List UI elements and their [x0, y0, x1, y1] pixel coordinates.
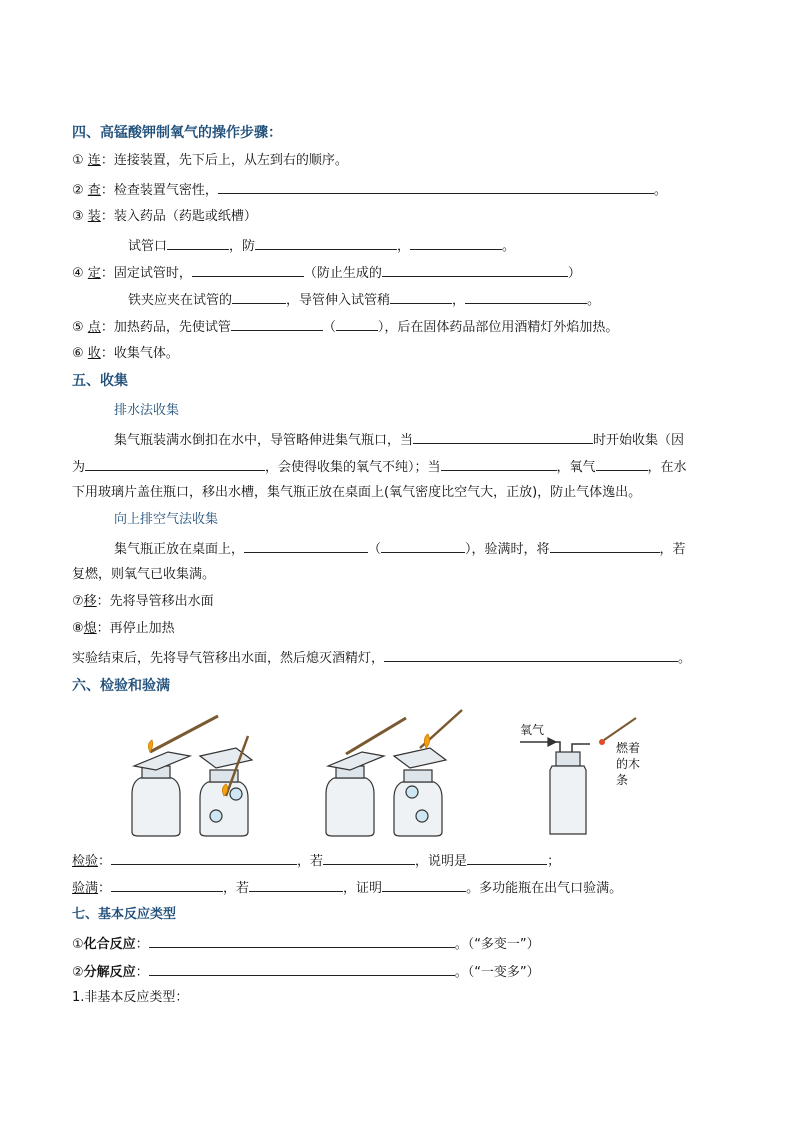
text: ：	[135, 937, 149, 952]
step-2-key: 查	[87, 183, 101, 198]
figure-label-oxygen: 氧气	[520, 723, 545, 737]
text: ，若	[223, 881, 250, 896]
text: （	[368, 542, 382, 557]
full-key: 验满	[72, 881, 99, 896]
text: ：	[135, 965, 149, 980]
step-3-detail	[128, 236, 515, 256]
text: 。（“多变一”）	[454, 937, 540, 952]
blank-field[interactable]	[192, 263, 304, 277]
blank-field[interactable]	[111, 851, 297, 865]
r1-num: ①	[72, 937, 84, 952]
figure-label-burning-2: 的木	[616, 757, 641, 771]
text: ，若	[659, 542, 686, 557]
blank-field[interactable]	[149, 934, 455, 948]
text: 集气瓶装满水倒扣在水中，导管略伸进集气瓶口，当	[114, 433, 414, 448]
blank-field[interactable]	[231, 317, 323, 331]
step-3-text: ：装入药品（药匙或纸槽）	[100, 209, 257, 224]
text: ，防	[229, 239, 256, 254]
section-6-title: 六、检验和验满	[72, 678, 170, 694]
blank-field[interactable]	[167, 236, 229, 250]
step-6-key: 收	[87, 346, 101, 361]
text: ），后在固体药品部位用酒精灯外焰加热。	[377, 320, 619, 335]
step-2-text: ：检查装置气密性，	[100, 183, 218, 198]
water-method-title: 排水法收集	[114, 403, 180, 418]
blank-field[interactable]	[149, 962, 455, 976]
text: ，会使得收集的氧气不纯）；当	[265, 460, 441, 475]
step-3-num: ③	[72, 209, 84, 224]
text: 时开始收集（因	[593, 433, 685, 448]
step-7	[72, 593, 214, 611]
air-line-1	[114, 539, 686, 559]
text: 。多功能瓶在出气口验满。	[466, 881, 623, 896]
text: 为	[72, 460, 86, 475]
text: ，若	[297, 854, 324, 869]
step-3-key: 装	[87, 209, 101, 224]
text: 实验结束后，先将导气管移出水面，然后熄灭酒精灯，	[72, 651, 385, 666]
water-line-2	[72, 457, 687, 477]
text: （防止生成的	[303, 266, 382, 281]
full-check-line	[72, 878, 622, 898]
r2-num: ②	[72, 965, 84, 980]
step-8-num: ⑧	[72, 621, 84, 636]
text: ，说明是	[415, 854, 468, 869]
jar-figure-2	[200, 736, 252, 836]
step-8-text: ：再停止加热	[96, 621, 175, 636]
section-4-title: 四、高锰酸钾制氧气的操作步骤：	[72, 125, 282, 141]
step-4-detail	[128, 290, 600, 310]
step-3	[72, 208, 257, 226]
blank-field[interactable]	[467, 851, 547, 865]
air-line-2: 复燃，则氧气已收集满。	[72, 567, 216, 582]
step-8-key: 熄	[83, 621, 97, 636]
reaction-decomposition	[72, 962, 540, 982]
blank-field[interactable]	[111, 878, 223, 892]
figure-label-burning-3: 条	[616, 773, 629, 787]
section-7-title: 七、基本反应类型	[72, 907, 177, 922]
blank-field[interactable]	[249, 878, 343, 892]
text: ，	[397, 239, 411, 254]
section-5-title: 五、收集	[72, 373, 128, 389]
punct: 。	[653, 183, 667, 198]
blank-field[interactable]	[390, 290, 452, 304]
punct: 。	[502, 239, 516, 254]
text: ：	[98, 881, 112, 896]
blank-field[interactable]	[410, 236, 502, 250]
punct: ；	[547, 854, 561, 869]
text: ，氧气	[556, 460, 596, 475]
reaction-combination	[72, 934, 540, 954]
check-key: 检验	[72, 854, 99, 869]
water-line-3: 下用玻璃片盖住瓶口，移出水槽，集气瓶正放在桌面上(氧气密度比空气大，正放)，防止气体逸出。	[72, 485, 642, 500]
blank-field[interactable]	[465, 290, 587, 304]
text: ，在水	[647, 460, 687, 475]
blank-field[interactable]	[232, 290, 286, 304]
punct: 。	[587, 293, 601, 308]
step-5-key: 点	[87, 320, 101, 335]
step-2	[72, 180, 667, 200]
step-4-num: ④	[72, 266, 84, 281]
blank-field[interactable]	[384, 648, 678, 662]
step-8	[72, 620, 175, 638]
punct: 。	[678, 651, 692, 666]
text: ，	[452, 293, 466, 308]
blank-field[interactable]	[381, 539, 465, 553]
blank-field[interactable]	[441, 457, 557, 471]
step-1-key: 连	[87, 153, 101, 168]
blank-field[interactable]	[596, 457, 648, 471]
check-line	[72, 851, 560, 871]
step-5	[72, 317, 618, 337]
step-6-text: ：收集气体。	[100, 346, 179, 361]
text: ，导管伸入试管稍	[286, 293, 391, 308]
blank-field[interactable]	[255, 236, 397, 250]
step-1	[72, 152, 348, 170]
step-4-text: ：固定试管时，	[100, 266, 192, 281]
blank-field[interactable]	[336, 317, 378, 331]
blank-field[interactable]	[323, 851, 415, 865]
step-1-text: ：连接装置，先下后上，从左到右的顺序。	[100, 153, 348, 168]
text: ）	[567, 266, 581, 281]
r1-key: 化合反应	[83, 937, 136, 952]
step-4	[72, 263, 581, 283]
blank-field[interactable]	[413, 430, 593, 444]
blank-field[interactable]	[550, 539, 660, 553]
blank-field[interactable]	[382, 263, 568, 277]
text: 。（“一变多”）	[454, 965, 540, 980]
blank-field[interactable]	[244, 539, 368, 553]
step-6	[72, 345, 179, 363]
step-7-key: 移	[83, 594, 97, 609]
step-7-text: ：先将导管移出水面	[96, 594, 214, 609]
non-basic-reaction-types: 1.非基本反应类型：	[72, 990, 189, 1005]
text: ），验满时，将	[465, 542, 550, 557]
step-7-num: ⑦	[72, 594, 84, 609]
step-5-num: ⑤	[72, 320, 84, 335]
blank-field[interactable]	[85, 457, 265, 471]
step-5-text: ：加热药品，先使试管	[100, 320, 231, 335]
step-6-num: ⑥	[72, 346, 84, 361]
text: 试管口	[128, 239, 168, 254]
figure-label-burning-1: 燃着	[616, 741, 641, 755]
text: ：	[98, 854, 112, 869]
text: 集气瓶正放在桌面上，	[114, 542, 245, 557]
step-4-key: 定	[87, 266, 101, 281]
air-method-title: 向上排空气法收集	[114, 512, 219, 527]
text: 铁夹应夹在试管的	[128, 293, 233, 308]
water-line-1	[114, 430, 684, 450]
oxygen-test-figures	[120, 708, 680, 838]
r2-key: 分解反应	[83, 965, 136, 980]
end-experiment-line	[72, 648, 691, 668]
blank-field[interactable]	[382, 878, 466, 892]
text: （	[322, 320, 336, 335]
text: ，证明	[343, 881, 383, 896]
jar-figure-4	[394, 710, 462, 836]
blank-field[interactable]	[218, 180, 654, 194]
step-2-num: ②	[72, 183, 84, 198]
step-1-num: ①	[72, 153, 84, 168]
